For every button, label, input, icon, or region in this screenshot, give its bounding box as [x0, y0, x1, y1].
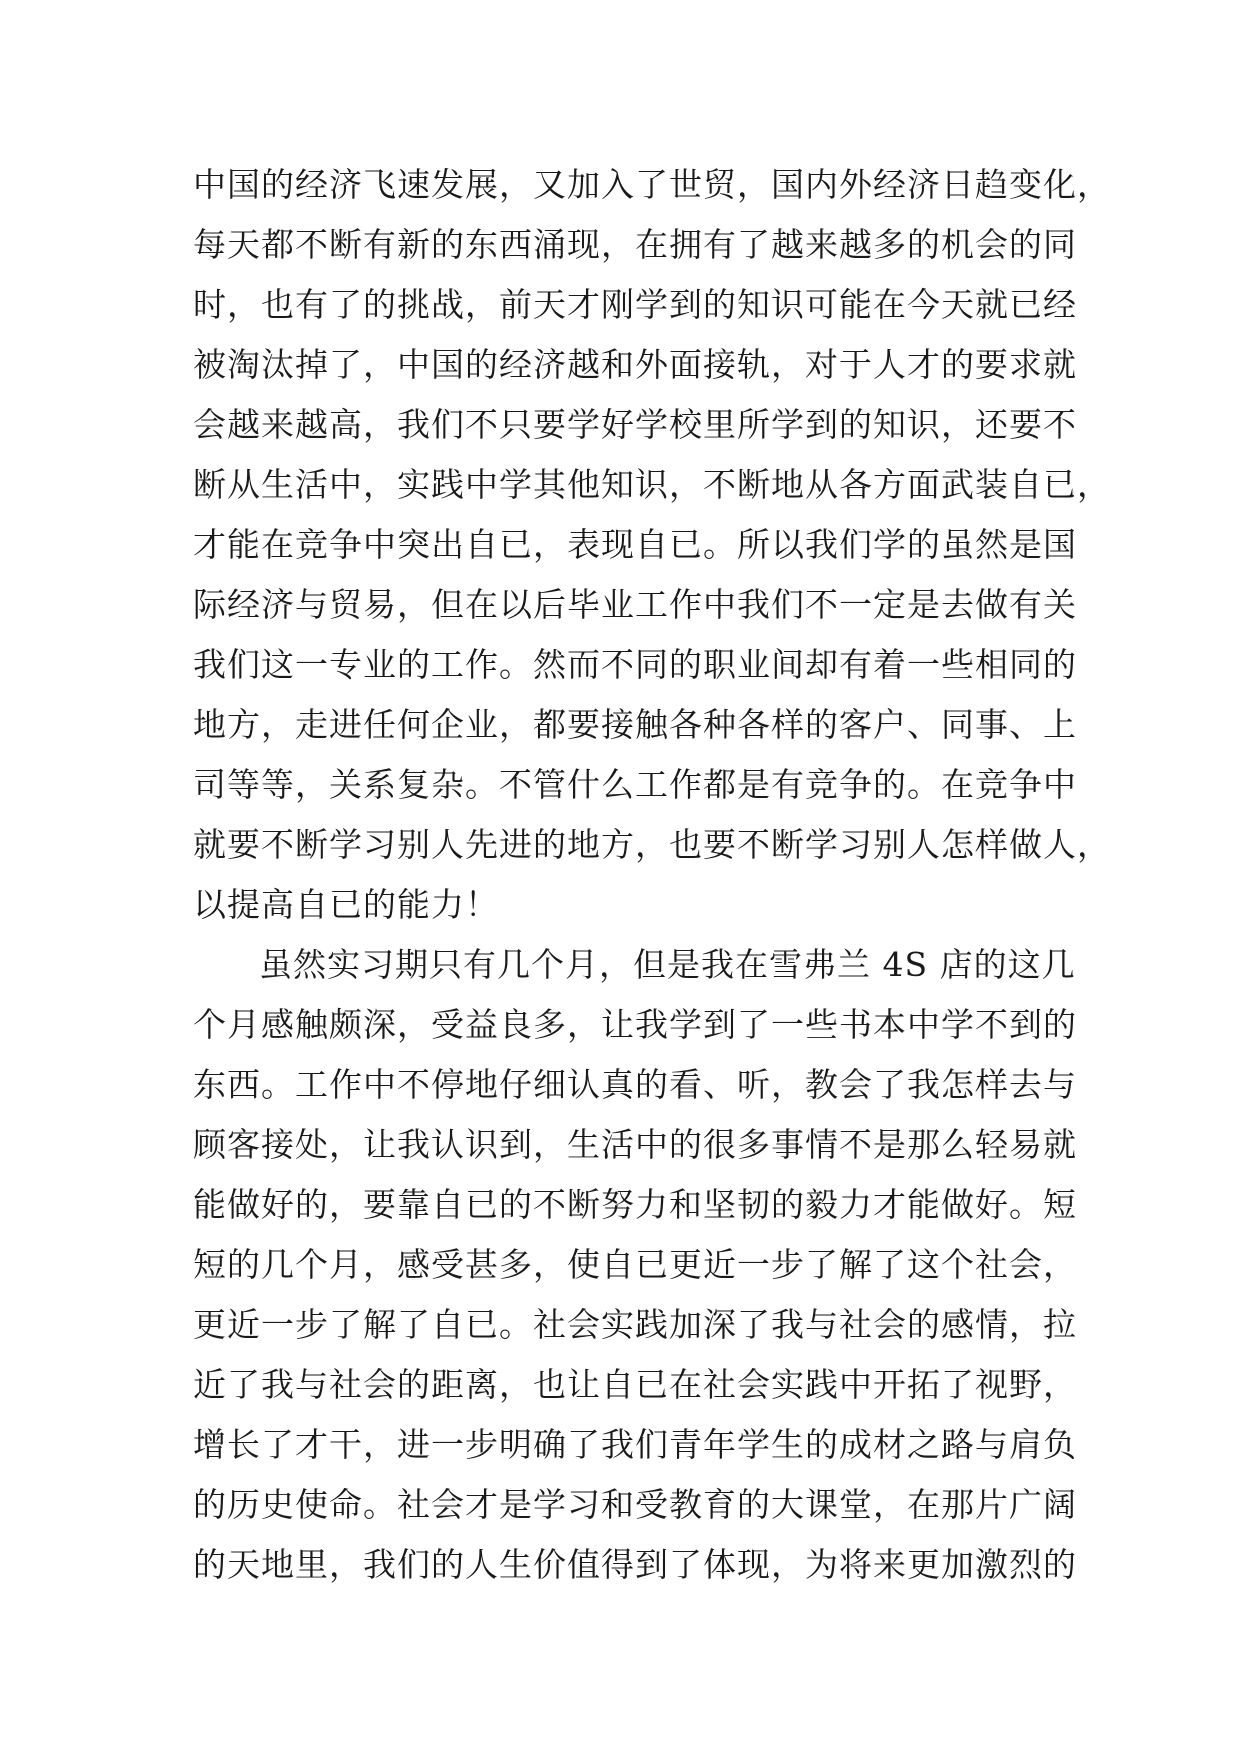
- paragraph-2-line: 东西。工作中不停地仔细认真的看、听，教会了我怎样去与: [193, 1065, 1077, 1104]
- paragraph-2-line: 个月感触颇深，受益良多，让我学到了一些书本中学不到的: [193, 1005, 1077, 1044]
- paragraph-2-line: 的历史使命。社会才是学习和受教育的大课堂，在那片广阔: [193, 1485, 1077, 1524]
- document-body: [193, 155, 1111, 1595]
- paragraph-1-line: 中国的经济飞速发展，又加入了世贸，国内外经济日趋变化，: [193, 165, 1111, 204]
- paragraph-2-line: 近了我与社会的距离，也让自已在社会实践中开拓了视野，: [193, 1365, 1077, 1404]
- paragraph-1-line: 时，也有了的挑战，前天才刚学到的知识可能在今天就已经: [193, 285, 1077, 324]
- paragraph-1-line: 我们这一专业的工作。然而不同的职业间却有着一些相同的: [193, 645, 1077, 684]
- paragraph-1-line: 地方，走进任何企业，都要接触各种各样的客户、同事、上: [193, 705, 1077, 744]
- paragraph-1-line: 会越来越高，我们不只要学好学校里所学到的知识，还要不: [193, 405, 1077, 444]
- paragraph-1-line: 际经济与贸易，但在以后毕业工作中我们不一定是去做有关: [193, 585, 1077, 624]
- paragraph-2-line: 虽然实习期只有几个月，但是我在雪弗兰 4S 店的这几: [259, 945, 1076, 984]
- paragraph-2-line: 增长了才干，进一步明确了我们青年学生的成材之路与肩负: [193, 1425, 1077, 1464]
- paragraph-1-line: 被淘汰掉了，中国的经济越和外面接轨，对于人才的要求就: [193, 345, 1077, 384]
- paragraph-2-line: 的天地里，我们的人生价值得到了体现，为将来更加激烈的: [193, 1545, 1077, 1584]
- paragraph-1-line: 断从生活中，实践中学其他知识，不断地从各方面武装自已，: [193, 465, 1111, 504]
- paragraph-1-line: 才能在竞争中突出自已，表现自已。所以我们学的虽然是国: [193, 525, 1077, 564]
- paragraph-1-line: 司等等，关系复杂。不管什么工作都是有竞争的。在竞争中: [193, 765, 1077, 804]
- paragraph-1-line: 每天都不断有新的东西涌现，在拥有了越来越多的机会的同: [193, 225, 1077, 264]
- paragraph-1-line: 以提高自已的能力！: [193, 885, 499, 924]
- paragraph-2-line: 能做好的，要靠自已的不断努力和坚韧的毅力才能做好。短: [193, 1185, 1077, 1224]
- paragraph-2-line: 顾客接处，让我认识到，生活中的很多事情不是那么轻易就: [193, 1125, 1077, 1164]
- paragraph-2-line: 更近一步了解了自已。社会实践加深了我与社会的感情，拉: [193, 1305, 1077, 1344]
- paragraph-2-line: 短的几个月，感受甚多，使自已更近一步了解了这个社会，: [193, 1245, 1077, 1284]
- paragraph-1-line: 就要不断学习别人先进的地方，也要不断学习别人怎样做人，: [193, 825, 1111, 864]
